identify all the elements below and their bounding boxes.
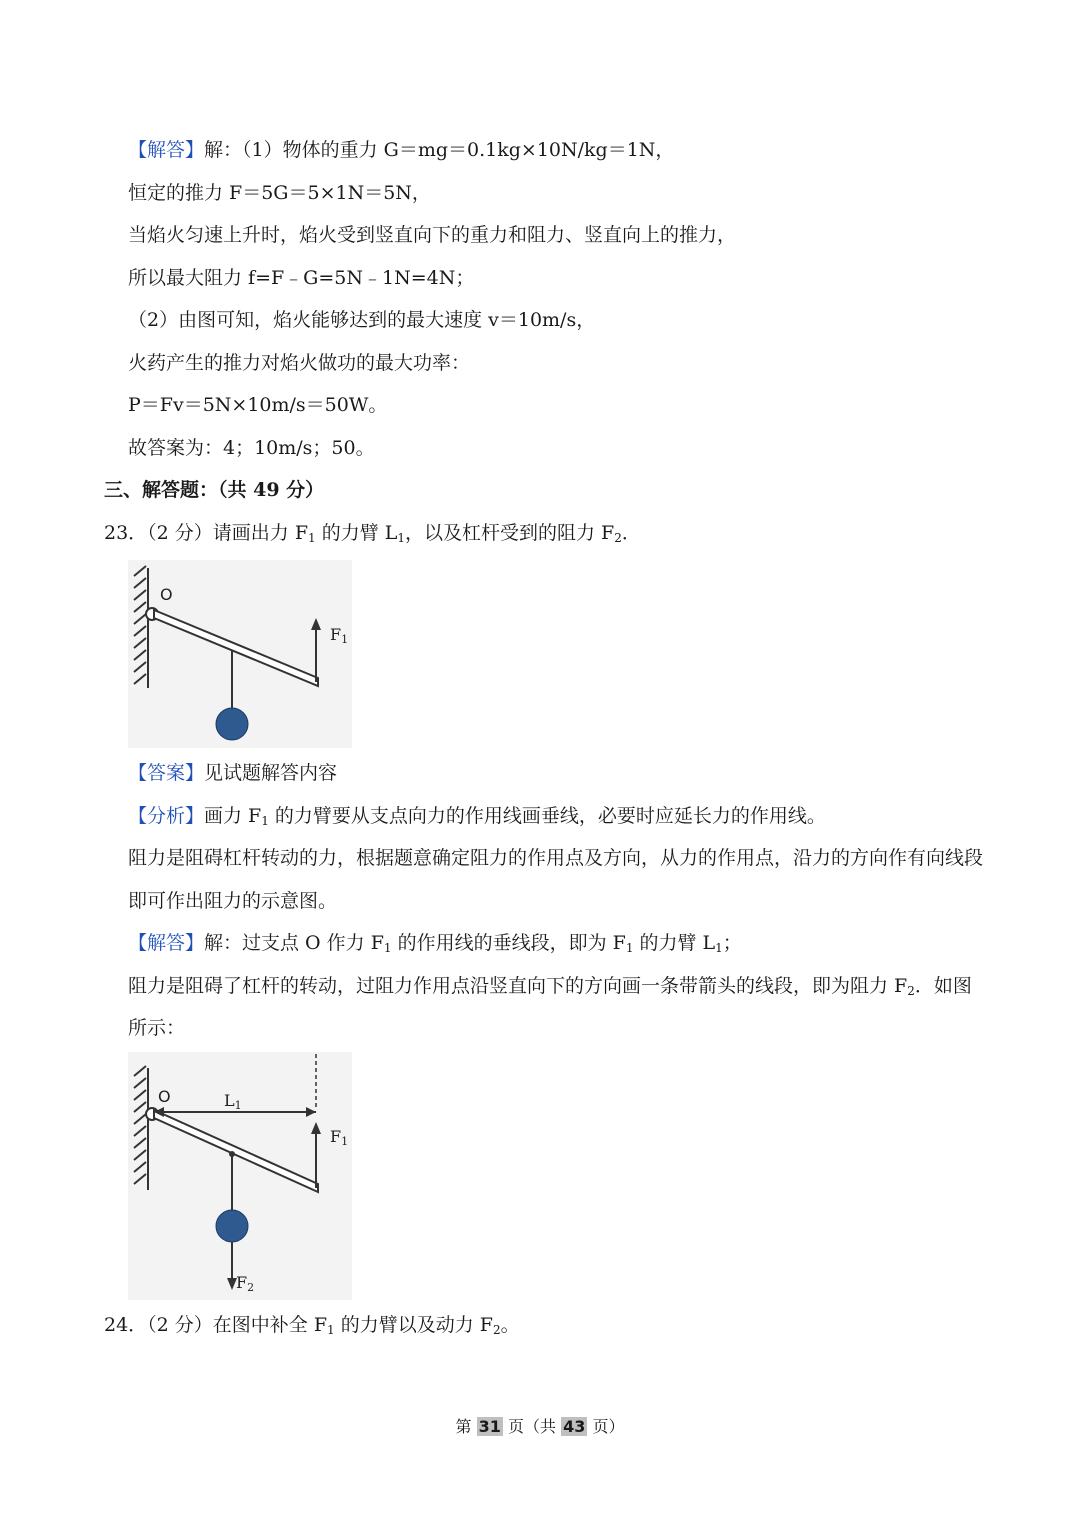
analysis-line-3: 即可作出阻力的示意图。 [128, 890, 338, 912]
label-f1: F1 [330, 625, 349, 646]
solution22-line-1: 【解答】解：（1）物体的重力 G＝mg＝0.1kg×10N/kg＝1N， [128, 139, 675, 161]
label-f1: F1 [330, 1127, 349, 1148]
solution-tag: 【解答】 [128, 139, 205, 161]
lever-figure-solution [128, 1052, 352, 1300]
section-heading: 三、解答题：（共 49 分） [104, 479, 325, 501]
solution22-line-5: （2）由图可知，焰火能够达到的最大速度 v＝10m/s， [128, 309, 596, 331]
page-footer: 第 31 页（共 43 页） [455, 1417, 625, 1436]
analysis-line-2: 阻力是阻碍杠杆转动的力，根据题意确定阻力的作用点及方向，从力的作用点，沿力的方向作有向线段 [128, 847, 984, 869]
ball-icon [216, 1210, 248, 1242]
label-f2: F2 [236, 1273, 255, 1294]
label-l1: L1 [224, 1091, 242, 1112]
lever-figure-question [128, 560, 352, 748]
solution23-line-3: 所示： [128, 1017, 186, 1039]
analysis-line-1: 【分析】画力 $F_1$ 的力臂要从支点向力的作用线画垂线，必要时应延长力的作用线。 [128, 805, 826, 828]
solution22-line-4: 所以最大阻力 f=F﹣G=5N﹣1N=4N； [128, 267, 475, 289]
label-o: O [160, 585, 173, 604]
current-page: 31 [478, 1417, 501, 1436]
solution22-line-6: 火药产生的推力对焰火做功的最大功率： [128, 352, 471, 374]
wall-icon [134, 566, 148, 688]
wall-icon [134, 1066, 148, 1190]
solution22-line-3: 当焰火匀速上升时，焰火受到竖直向下的重力和阻力、竖直向上的推力， [128, 224, 737, 246]
question-23: 23．（2 分）请画出力 $F_1$ 的力臂 $L_1$，以及杠杆受到的阻力 $F_2$． [104, 522, 641, 545]
total-pages: 43 [563, 1417, 586, 1436]
lever-bar [154, 1110, 318, 1192]
solution23-line-1: 【解答】解：过支点 O 作力 $F_1$ 的作用线的垂线段，即为 $F_1$ 的力臂 $L_1$； [128, 932, 742, 955]
lever-bar [154, 610, 318, 686]
label-o: O [158, 1087, 171, 1106]
ball-icon [216, 708, 248, 740]
question-24: 24．（2 分）在图中补全 $F_1$ 的力臂以及动力 $F_2$。 [104, 1314, 520, 1337]
answer-line: 【答案】见试题解答内容 [128, 762, 338, 784]
solution22-line-2: 恒定的推力 F＝5G＝5×1N＝5N， [128, 182, 431, 204]
solution22-line-8: 故答案为：4；10m/s；50。 [128, 437, 375, 459]
solution23-line-2: 阻力是阻碍了杠杆的转动，过阻力作用点沿竖直向下的方向画一条带箭头的线段，即为阻力 $F_2$．如图 [128, 975, 972, 998]
solution22-line-7: P＝Fv＝5N×10m/s＝50W。 [128, 394, 388, 416]
